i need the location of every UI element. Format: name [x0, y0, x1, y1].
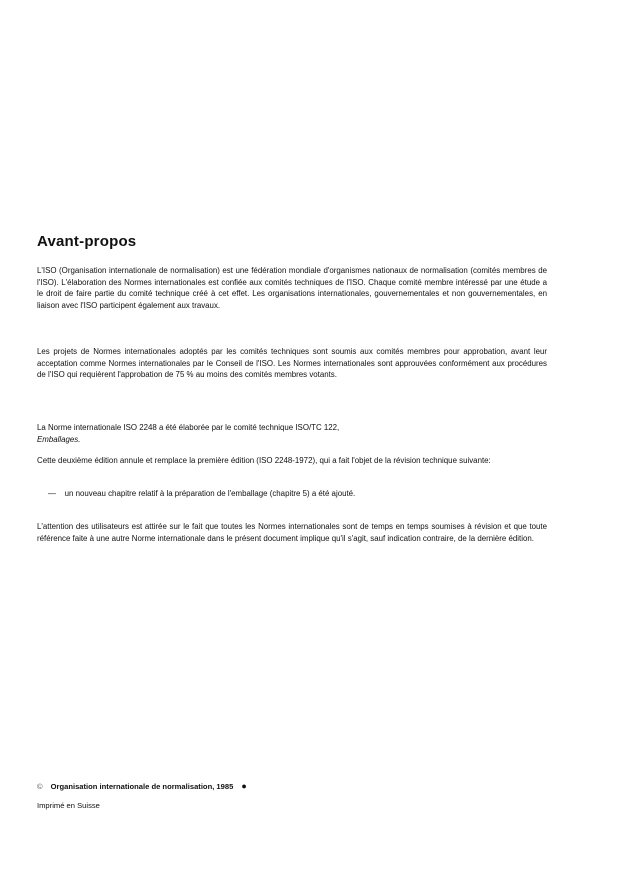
revision-bullet [48, 488, 547, 500]
copyright-line [37, 781, 247, 791]
paragraph-iso-intro: L'ISO (Organisation internationale de normalisation) est une fédération mondiale d'organismes nationaux de normalisation (comités membres de l'ISO). L'élaboration des Normes internationales est confiée aux comités techniques de l'ISO. Chaque comité membre intéressé par une étude a le droit de faire partie du comité technique créé à cet effet. Les organisations internationales, gouvernementales et non gouvernementales, en liaison avec l'ISO participent également aux travaux. [37, 266, 547, 310]
bullet-icon: ● [241, 781, 247, 791]
page-title: Avant-propos [37, 233, 137, 250]
paragraph-approval: Les projets de Normes internationales adoptés par les comités techniques sont soumis aux comités membres pour approbation, avant leur acceptation comme Normes internationales par le Conseil de l'ISO. Les Normes internationales sont approuvées conformément aux procédures de l'ISO qui requièrent l'approbation de 75 % au moins des comités membres votants. [37, 347, 547, 379]
paragraph-attention: L'attention des utilisateurs est attirée sur le fait que toutes les Normes internationales sont de temps en temps soumises à révision et que toute référence faite à une autre Norme internationale dans le présent document implique qu'il s'agit, sauf indication contraire, de la dernière édition. [37, 522, 547, 543]
copyright-text: Organisation internationale de normalisation, 1985 [50, 782, 234, 791]
committee-title: Emballages. [37, 434, 81, 444]
copyright-icon: © [37, 782, 43, 791]
dash: — [48, 489, 56, 498]
printed-in: Imprimé en Suisse [37, 801, 100, 810]
paragraph-edition: Cette deuxième édition annule et remplace la première édition (ISO 2248-1972), qui a fait l'objet de la révision technique suivante: [37, 456, 491, 465]
paragraph-committee [37, 422, 547, 445]
committee-text: La Norme internationale ISO 2248 a été élaborée par le comité technique ISO/TC 122, [37, 423, 340, 432]
bullet-text: un nouveau chapitre relatif à la préparation de l'emballage (chapitre 5) a été ajouté. [64, 489, 356, 498]
